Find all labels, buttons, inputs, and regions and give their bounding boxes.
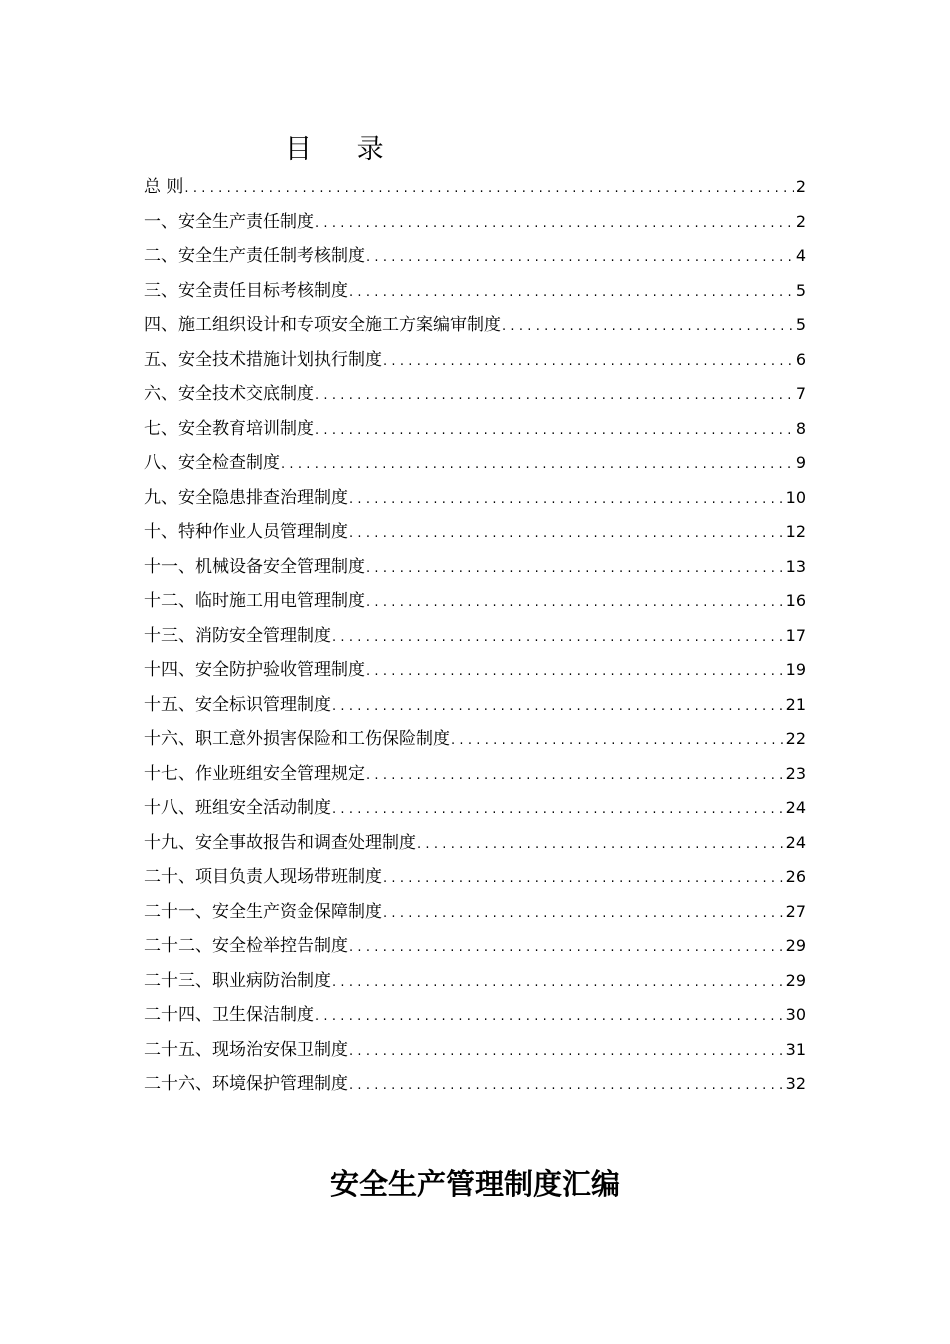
toc-entry-label: 二十三、职业病防治制度 [144, 970, 331, 991]
toc-entry-label: 二、安全生产责任制考核制度 [144, 246, 365, 266]
toc-entry[interactable] [144, 446, 806, 481]
toc-entry-label: 十二、临时施工用电管理制度 [144, 591, 365, 611]
toc-entry-page-number: 29 [785, 936, 806, 955]
toc-entry-label: 十八、班组安全活动制度 [144, 798, 331, 818]
toc-entry-label: 二十六、环境保护管理制度 [144, 1074, 348, 1094]
toc-entry[interactable] [144, 481, 806, 516]
toc-entry-page-number: 6 [795, 349, 806, 369]
toc-leader-dots [349, 1069, 784, 1102]
toc-entry-page-number: 23 [785, 763, 806, 783]
toc-leader-dots [366, 655, 784, 688]
toc-entry[interactable] [144, 308, 806, 343]
toc-entry[interactable] [144, 895, 806, 930]
toc-entry-page-number: 27 [785, 901, 806, 921]
toc-entry[interactable] [144, 929, 806, 964]
toc-entry-label: 八、安全检查制度 [144, 453, 280, 473]
toc-entry[interactable] [144, 1067, 806, 1102]
toc-entry-page-number: 29 [785, 970, 806, 990]
toc-entry-page-number: 9 [795, 453, 806, 472]
toc-entry-page-number: 5 [795, 280, 806, 300]
toc-title: 目 录 [285, 134, 402, 165]
toc-entry[interactable] [144, 964, 806, 999]
toc-entry-label: 六、安全技术交底制度 [144, 384, 314, 404]
toc-entry-page-number: 12 [785, 522, 806, 541]
toc-entry-label: 二十二、安全检举控告制度 [144, 936, 348, 956]
table-of-contents [144, 170, 806, 1102]
toc-entry-label: 十六、职工意外损害保险和工伤保险制度 [144, 729, 450, 749]
toc-leader-dots [366, 552, 784, 585]
toc-leader-dots [315, 379, 794, 412]
toc-entry-label: 九、安全隐患排查治理制度 [144, 487, 348, 508]
toc-entry-page-number: 8 [795, 418, 806, 438]
toc-leader-dots [315, 1000, 784, 1033]
toc-entry-page-number: 22 [785, 729, 806, 748]
toc-entry-page-number: 24 [785, 832, 806, 852]
toc-entry-label: 十一、机械设备安全管理制度 [144, 556, 365, 577]
toc-entry-label: 十、特种作业人员管理制度 [144, 522, 348, 542]
toc-leader-dots [366, 586, 784, 619]
toc-entry-page-number: 7 [795, 384, 806, 403]
toc-entry[interactable] [144, 1033, 806, 1068]
toc-leader-dots [451, 724, 784, 757]
toc-leader-dots [332, 966, 784, 999]
toc-entry-label: 五、安全技术措施计划执行制度 [144, 349, 382, 370]
toc-entry-page-number: 31 [785, 1039, 806, 1059]
toc-entry[interactable] [144, 550, 806, 585]
toc-entry-page-number: 19 [785, 660, 806, 679]
toc-entry-page-number: 32 [785, 1074, 806, 1093]
toc-entry-label: 二十四、卫生保洁制度 [144, 1005, 314, 1025]
toc-leader-dots [417, 828, 784, 861]
toc-entry[interactable] [144, 722, 806, 757]
toc-entry[interactable] [144, 274, 806, 309]
document-title: 安全生产管理制度汇编 [329, 1167, 620, 1201]
toc-entry-page-number: 26 [785, 867, 806, 886]
toc-leader-dots [315, 414, 794, 447]
toc-entry[interactable] [144, 170, 806, 205]
toc-entry[interactable] [144, 860, 806, 895]
toc-entry[interactable] [144, 619, 806, 654]
toc-entry[interactable] [144, 998, 806, 1033]
toc-entry-label: 一、安全生产责任制度 [144, 211, 314, 232]
toc-entry-page-number: 5 [795, 315, 806, 334]
toc-entry-page-number: 30 [785, 1005, 806, 1024]
toc-leader-dots [502, 310, 794, 343]
toc-entry[interactable] [144, 515, 806, 550]
toc-entry-label: 十五、安全标识管理制度 [144, 694, 331, 715]
toc-entry[interactable] [144, 584, 806, 619]
toc-entry-label: 三、安全责任目标考核制度 [144, 280, 348, 301]
toc-entry-page-number: 10 [785, 487, 806, 507]
toc-entry-page-number: 2 [795, 211, 806, 231]
toc-entry-label: 七、安全教育培训制度 [144, 418, 314, 439]
toc-entry-page-number: 13 [785, 556, 806, 576]
toc-entry-label: 总 则 [144, 177, 184, 197]
toc-leader-dots [184, 172, 793, 205]
toc-leader-dots [383, 862, 784, 895]
toc-entry[interactable] [144, 343, 806, 378]
toc-entry[interactable] [144, 239, 806, 274]
toc-entry-label: 十四、安全防护验收管理制度 [144, 660, 365, 680]
toc-entry-label: 四、施工组织设计和专项安全施工方案编审制度 [144, 315, 501, 335]
toc-entry-label: 二十、项目负责人现场带班制度 [144, 867, 382, 887]
toc-entry-page-number: 21 [785, 694, 806, 714]
toc-entry[interactable] [144, 377, 806, 412]
toc-entry[interactable] [144, 412, 806, 447]
toc-entry-label: 十三、消防安全管理制度 [144, 625, 331, 646]
toc-entry[interactable] [144, 826, 806, 861]
toc-leader-dots [349, 931, 784, 964]
toc-leader-dots [349, 1035, 784, 1068]
toc-leader-dots [349, 276, 794, 309]
toc-leader-dots [332, 793, 784, 826]
toc-entry-page-number: 16 [785, 591, 806, 610]
toc-leader-dots [349, 517, 784, 550]
toc-leader-dots [315, 207, 794, 240]
toc-entry-label: 二十五、现场治安保卫制度 [144, 1039, 348, 1060]
toc-entry[interactable] [144, 791, 806, 826]
toc-entry-label: 二十一、安全生产资金保障制度 [144, 901, 382, 922]
toc-entry-page-number: 17 [785, 625, 806, 645]
toc-entry[interactable] [144, 205, 806, 240]
toc-entry-label: 十九、安全事故报告和调查处理制度 [144, 832, 416, 853]
toc-entry-page-number: 24 [785, 798, 806, 817]
toc-leader-dots [383, 897, 784, 930]
toc-leader-dots [349, 483, 784, 516]
toc-entry[interactable] [144, 757, 806, 792]
toc-leader-dots [332, 621, 784, 654]
toc-leader-dots [366, 241, 794, 274]
toc-entry-page-number: 2 [795, 177, 806, 196]
toc-entry-label: 十七、作业班组安全管理规定 [144, 763, 365, 784]
toc-leader-dots [281, 448, 794, 481]
toc-leader-dots [383, 345, 794, 378]
toc-leader-dots [366, 759, 784, 792]
toc-entry[interactable] [144, 688, 806, 723]
toc-leader-dots [332, 690, 784, 723]
toc-entry[interactable] [144, 653, 806, 688]
toc-entry-page-number: 4 [795, 246, 806, 265]
